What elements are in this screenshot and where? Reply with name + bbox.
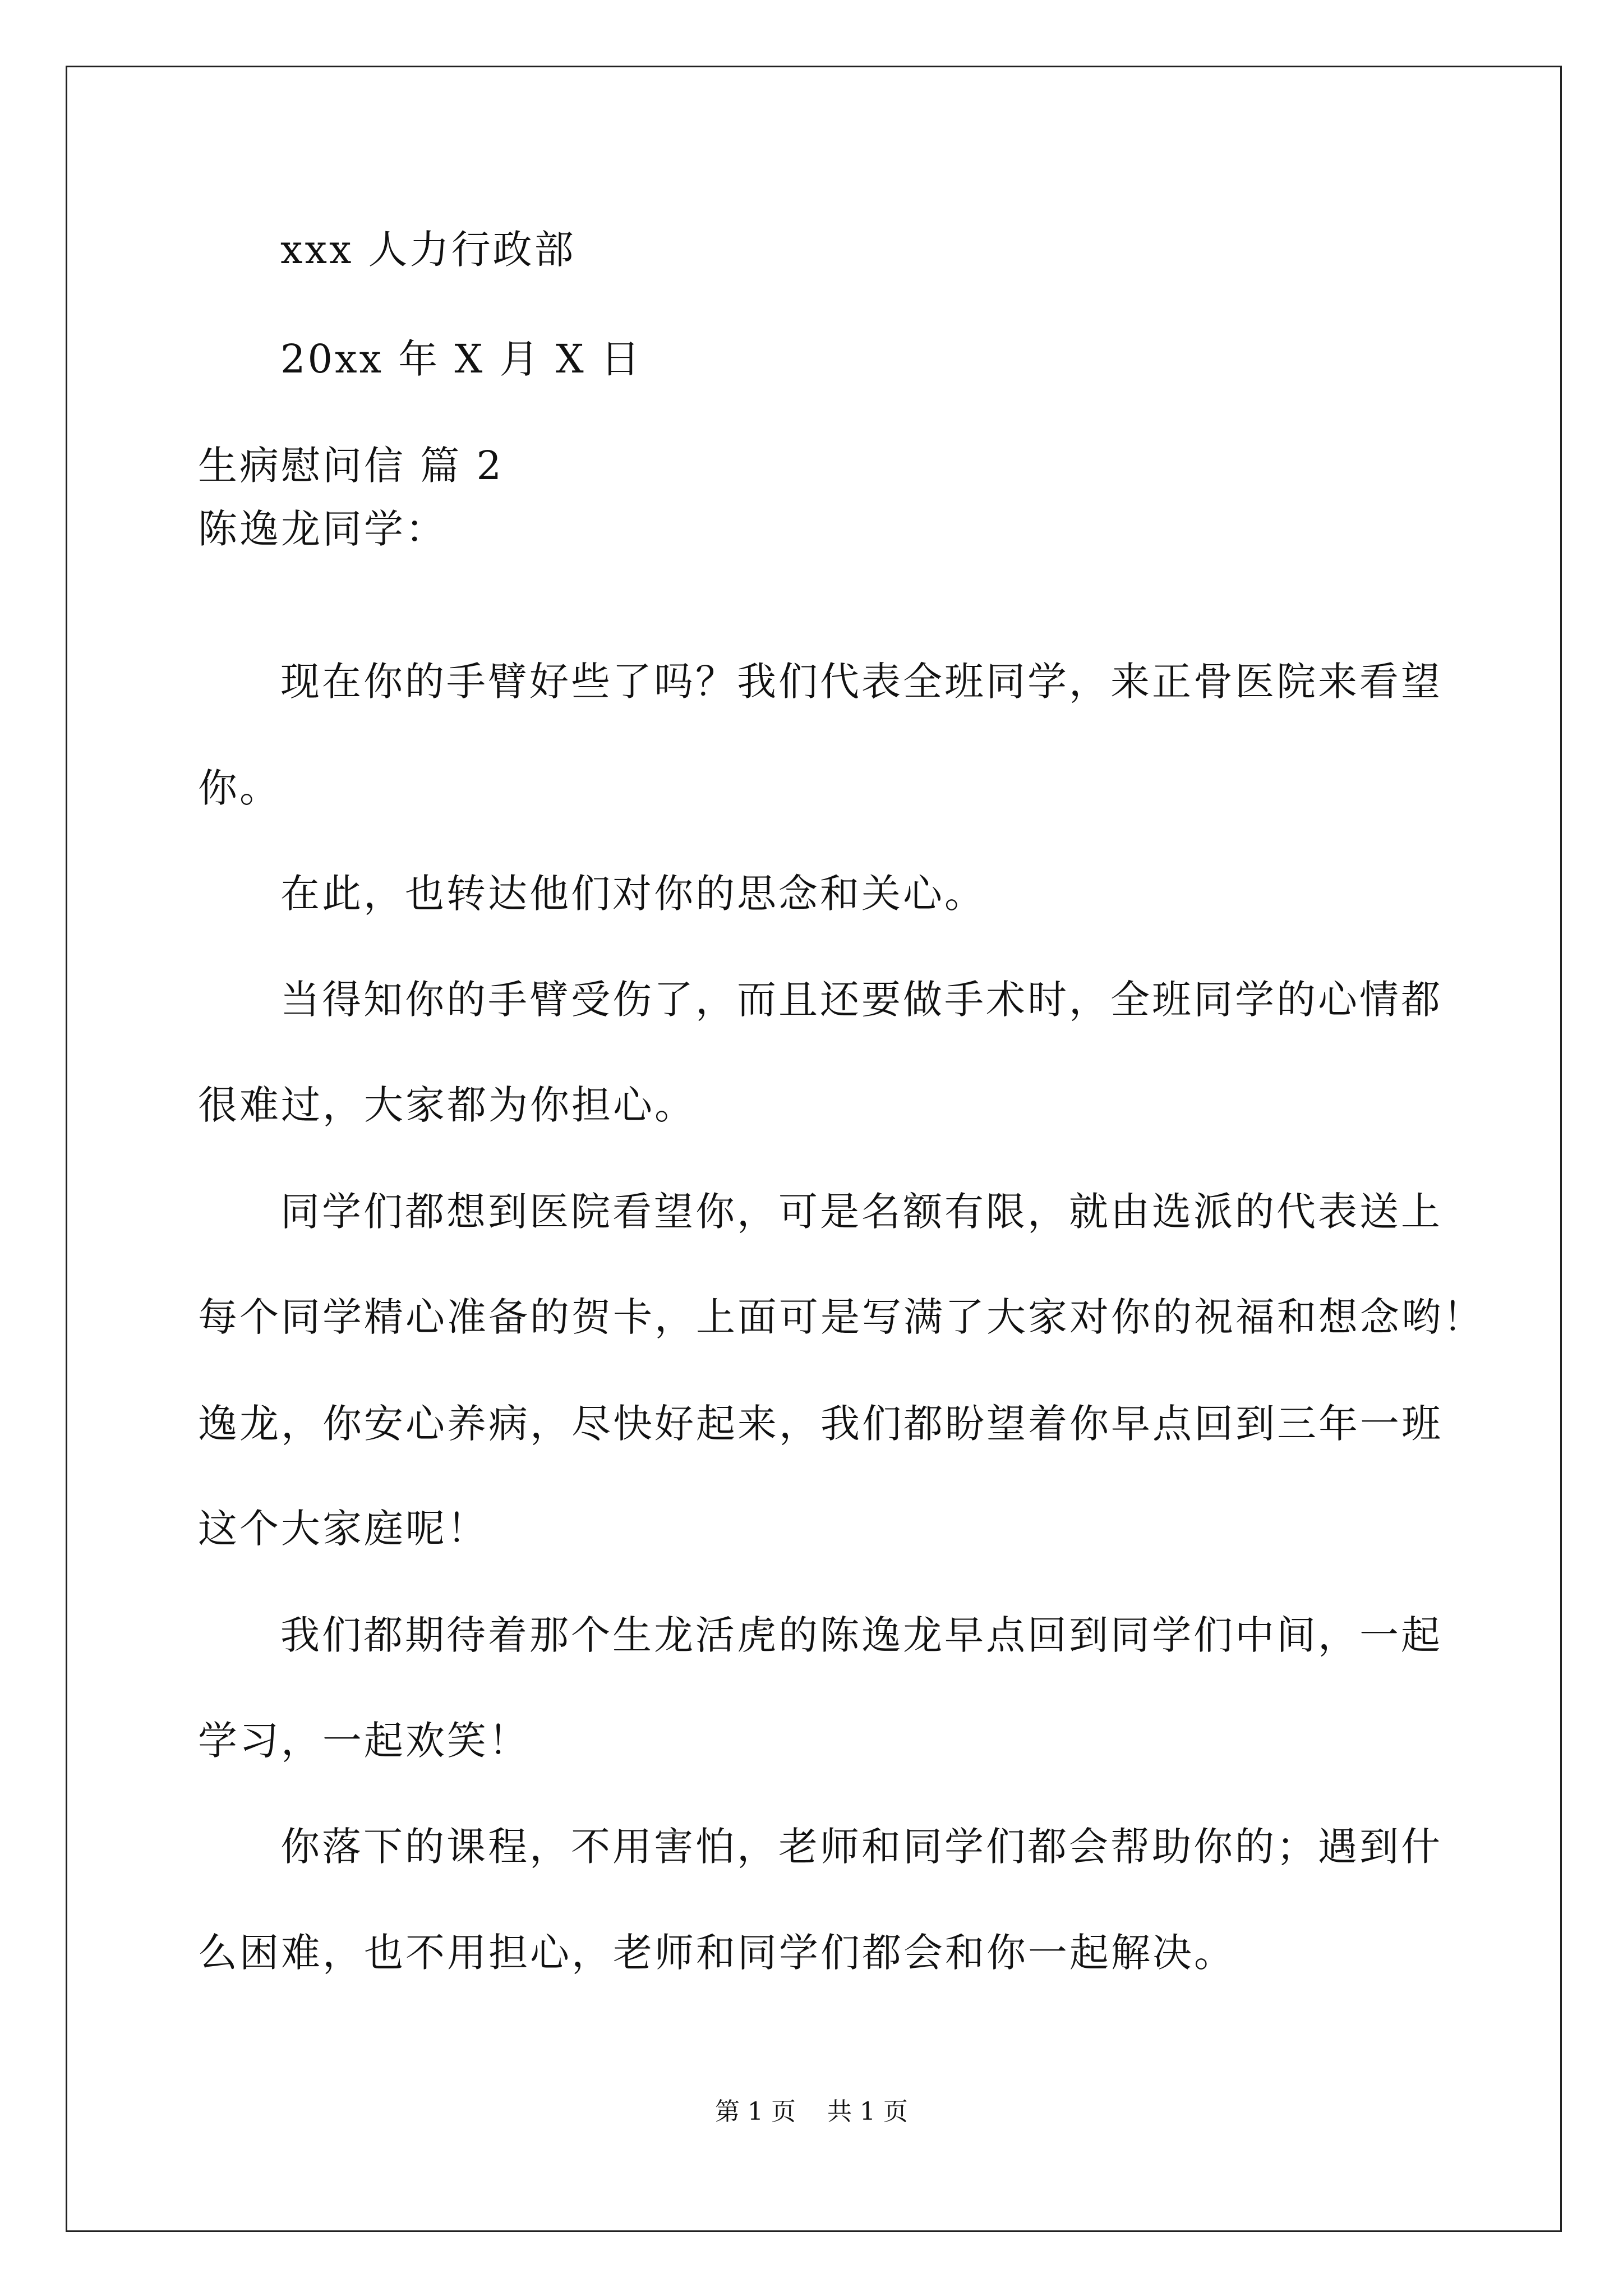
signature-department: xxx 人力行政部	[280, 227, 576, 273]
signature-date: 20xx 年 X 月 X 日	[280, 336, 642, 382]
paragraph-1-line-1: 现在你的手臂好些了吗？我们代表全班同学，来正骨医院来看望	[280, 659, 1442, 705]
paragraph-4-line-1: 同学们都想到医院看望你，可是名额有限，就由选派的代表送上	[280, 1189, 1442, 1235]
paragraph-3-line-2: 很难过，大家都为你担心。	[198, 1082, 696, 1128]
paragraph-5-line-2: 学习，一起欢笑！	[198, 1718, 530, 1764]
salutation: 陈逸龙同学：	[198, 506, 447, 552]
paragraph-3-line-1: 当得知你的手臂受伤了，而且还要做手术时，全班同学的心情都	[280, 977, 1442, 1023]
letter-title: 生病慰问信 篇 2	[198, 443, 504, 489]
paragraph-4-line-3: 逸龙，你安心养病，尽快好起来，我们都盼望着你早点回到三年一班	[198, 1401, 1443, 1447]
paragraph-1-line-2: 你。	[198, 765, 281, 811]
paragraph-4-line-2: 每个同学精心准备的贺卡，上面可是写满了大家对你的祝福和想念哟！	[198, 1294, 1484, 1340]
page-footer: 第 1 页 共 1 页	[715, 2097, 908, 2126]
page-border	[66, 66, 1562, 2232]
paragraph-6-line-1: 你落下的课程，不用害怕，老师和同学们都会帮助你的；遇到什	[280, 1824, 1442, 1870]
paragraph-6-line-2: 么困难，也不用担心，老师和同学们都会和你一起解决。	[198, 1930, 1235, 1976]
paragraph-4-line-4: 这个大家庭呢！	[198, 1506, 488, 1552]
paragraph-2-line-1: 在此，也转达他们对你的思念和关心。	[280, 871, 986, 917]
paragraph-5-line-1: 我们都期待着那个生龙活虎的陈逸龙早点回到同学们中间，一起	[280, 1612, 1442, 1658]
